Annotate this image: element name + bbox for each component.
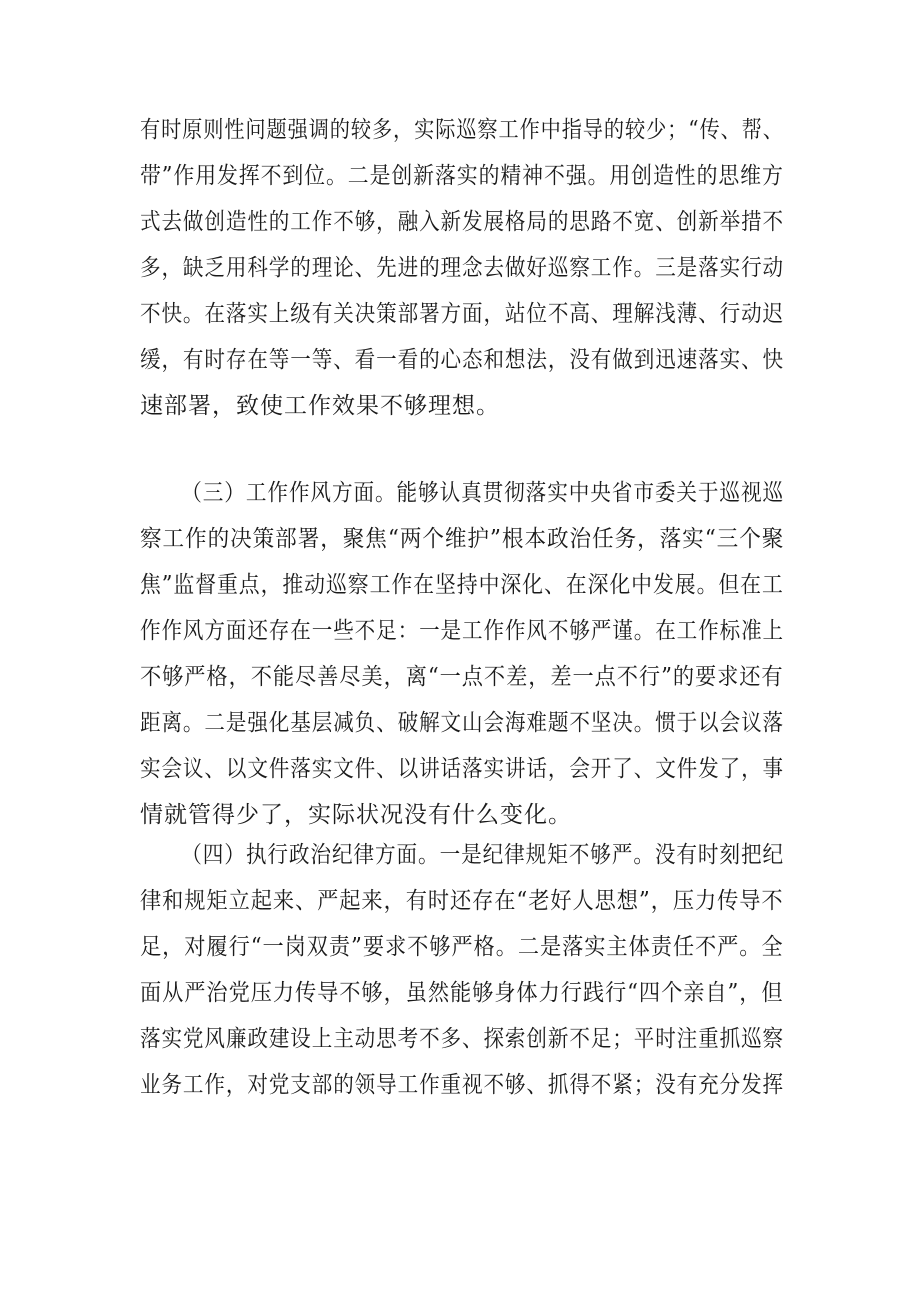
- text-line: 律和规矩立起来、严起来，有时还存在“老好人思想”，压力传导不: [140, 888, 784, 914]
- text-line: 不快。在落实上级有关决策部署方面，站位不高、理解浅薄、行动迟: [140, 301, 784, 327]
- paragraph-work-style: [140, 470, 784, 838]
- paragraph-political-discipline: [140, 832, 784, 1108]
- text-line: 有时原则性问题强调的较多，实际巡察工作中指导的较少；“传、帮、: [140, 117, 784, 143]
- text-line: 面从严治党压力传导不够，虽然能够身体力行践行“四个亲自”，但: [140, 980, 784, 1006]
- text-line: 落实党风廉政建设上主动思考不多、探索创新不足；平时注重抓巡察: [140, 1026, 784, 1052]
- text-line: 缓，有时存在等一等、看一看的心态和想法，没有做到迅速落实、快: [140, 347, 784, 373]
- text-line: 察工作的决策部署，聚焦“两个维护”根本政治任务，落实“三个聚: [140, 526, 785, 552]
- text-line: 距离。二是强化基层减负、破解文山会海难题不坚决。惯于以会议落: [140, 710, 784, 736]
- text-line: 带”作用发挥不到位。二是创新落实的精神不强。用创造性的思维方: [140, 163, 784, 189]
- text-line: 焦”监督重点，推动巡察工作在坚持中深化、在深化中发展。但在工: [140, 572, 784, 598]
- paragraph-continuation: [140, 107, 784, 429]
- text-line: （四）执行政治纪律方面。一是纪律规矩不够严。没有时刻把纪: [181, 842, 785, 868]
- text-line: 情就管得少了，实际状况没有什么变化。: [140, 802, 572, 828]
- text-line: 多，缺乏用科学的理论、先进的理念去做好巡察工作。三是落实行动: [140, 255, 784, 281]
- text-line: 足，对履行“一岗双责”要求不够严格。二是落实主体责任不严。全: [140, 934, 784, 960]
- text-line: 业务工作，对党支部的领导工作重视不够、抓得不紧；没有充分发挥: [140, 1072, 784, 1098]
- text-line: （三）工作作风方面。能够认真贯彻落实中央省市委关于巡视巡: [181, 480, 785, 506]
- text-line: 速部署，致使工作效果不够理想。: [140, 393, 500, 419]
- text-line: 作作风方面还存在一些不足：一是工作作风不够严谨。在工作标准上: [140, 618, 784, 644]
- text-line: 式去做创造性的工作不够，融入新发展格局的思路不宽、创新举措不: [140, 209, 784, 235]
- text-line: 实会议、以文件落实文件、以讲话落实讲话，会开了、文件发了，事: [140, 756, 784, 782]
- text-line: 不够严格，不能尽善尽美，离“一点不差，差一点不行”的要求还有: [140, 664, 784, 690]
